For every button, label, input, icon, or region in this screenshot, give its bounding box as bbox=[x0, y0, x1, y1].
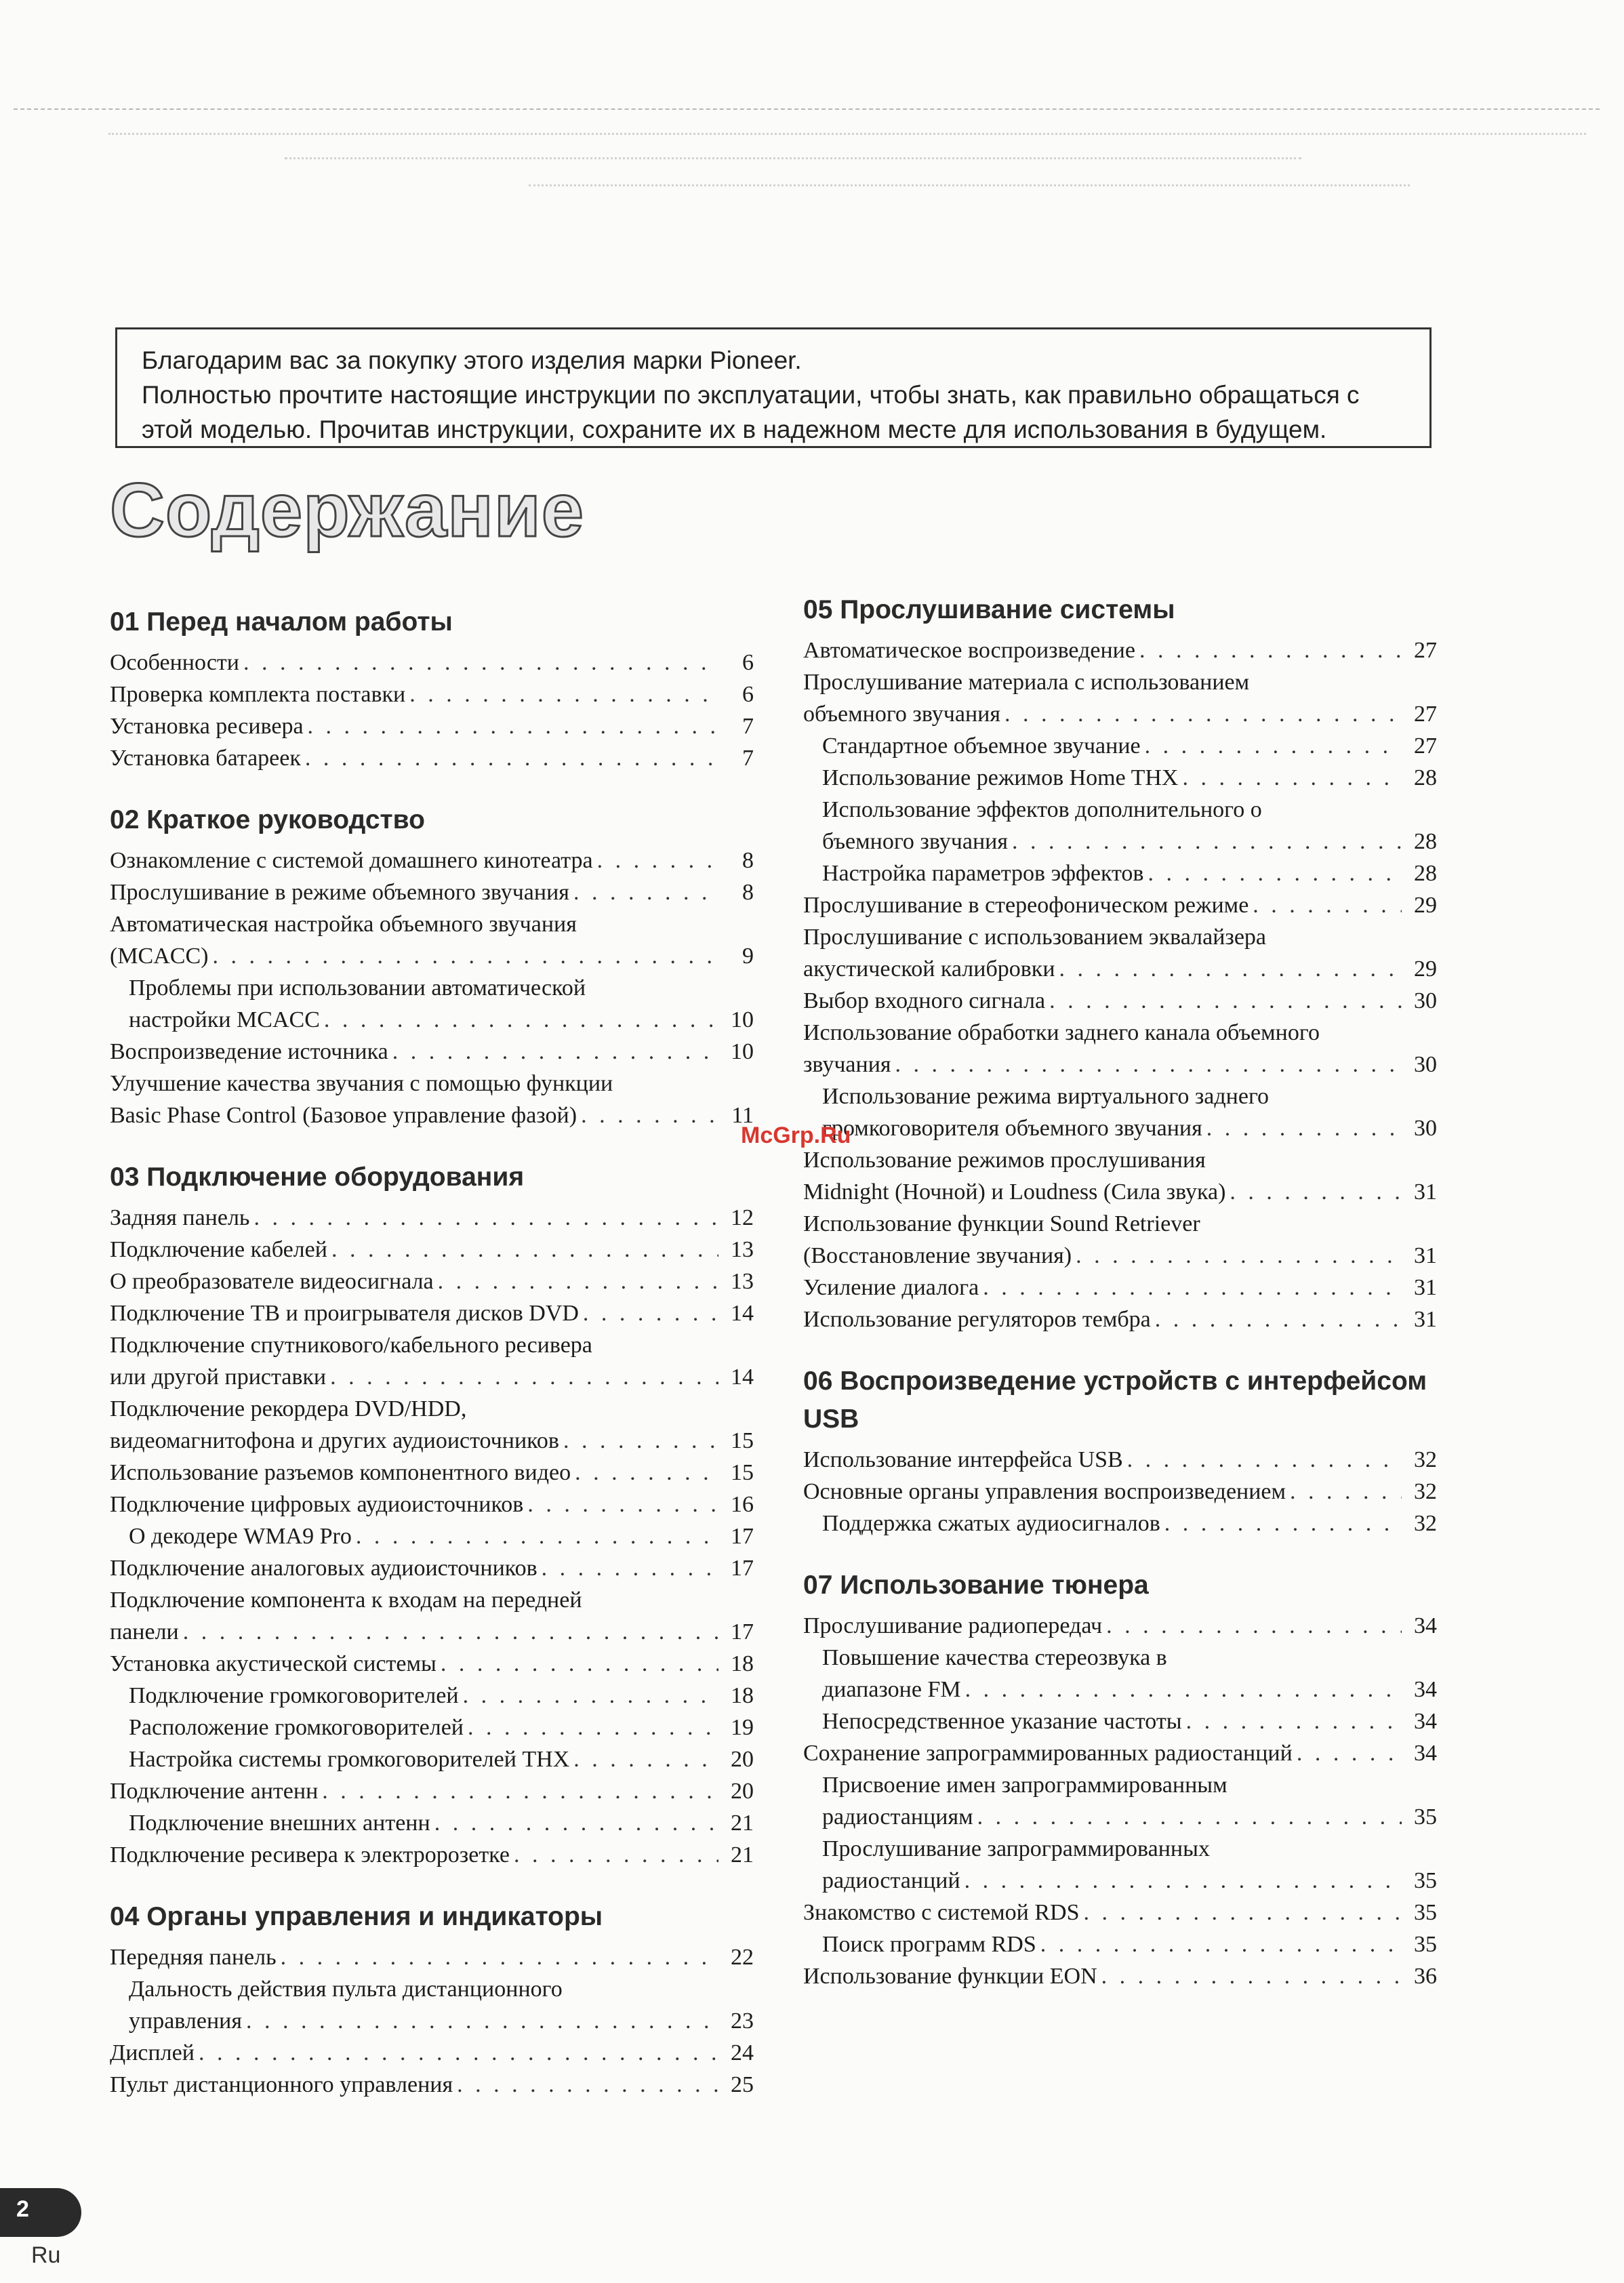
toc-entry-title: Присвоение имен запрограммированным bbox=[822, 1773, 1227, 1798]
dot-leader bbox=[510, 1839, 718, 1871]
section-heading: 04 Органы управления и индикаторы bbox=[110, 1902, 603, 1931]
toc-entry-title: или другой приставки bbox=[110, 1365, 327, 1390]
toc-entry[interactable] bbox=[110, 647, 754, 679]
toc-entry-title: Использование режимов прослушивания bbox=[803, 1148, 1206, 1173]
toc-entry-page: 27 bbox=[1414, 638, 1437, 663]
toc-entry[interactable] bbox=[110, 1036, 754, 1068]
dot-leader bbox=[1293, 1737, 1402, 1769]
toc-entry-page: 11 bbox=[731, 1103, 754, 1128]
toc-entry-title: Выбор входного сигнала bbox=[803, 988, 1046, 1013]
toc-entry[interactable] bbox=[110, 710, 754, 742]
toc-entry-title: Улучшение качества звучания с помощью функции bbox=[110, 1071, 613, 1096]
toc-entry-page: 7 bbox=[742, 746, 754, 771]
toc-left-column bbox=[110, 603, 754, 2101]
dot-leader bbox=[1249, 889, 1402, 921]
section-heading: 07 Использование тюнера bbox=[803, 1571, 1149, 1600]
toc-entry-page: 12 bbox=[731, 1205, 754, 1230]
dot-leader bbox=[961, 1674, 1402, 1705]
toc-entry[interactable] bbox=[803, 762, 1437, 794]
toc-entry[interactable] bbox=[803, 1833, 1437, 1897]
toc-entry-title: Настройка системы громкоговорителей THX bbox=[129, 1747, 570, 1772]
toc-entry-title: Установка акустической системы bbox=[110, 1651, 437, 1676]
toc-entry-page: 23 bbox=[731, 2008, 754, 2034]
toc-entry-title: Подключение аналоговых аудиоисточников bbox=[110, 1556, 537, 1581]
dot-leader bbox=[301, 742, 718, 774]
toc-entry[interactable] bbox=[803, 1272, 1437, 1304]
toc-entry[interactable] bbox=[110, 845, 754, 876]
section-heading: 02 Краткое руководство bbox=[110, 805, 425, 834]
toc-section-02 bbox=[110, 801, 754, 1131]
toc-entry[interactable] bbox=[110, 1489, 754, 1520]
toc-entry-page: 13 bbox=[731, 1269, 754, 1294]
toc-entry[interactable] bbox=[110, 1552, 754, 1584]
toc-entry[interactable] bbox=[110, 679, 754, 710]
toc-entry-page: 20 bbox=[731, 1747, 754, 1772]
toc-entry-page: 10 bbox=[731, 1007, 754, 1032]
dot-leader bbox=[1202, 1112, 1402, 1144]
dot-leader bbox=[1160, 1508, 1402, 1539]
toc-entry-page: 28 bbox=[1414, 861, 1437, 886]
toc-entry[interactable] bbox=[110, 2037, 754, 2069]
toc-entry-title: Подключение кабелей bbox=[110, 1237, 327, 1262]
toc-section-06 bbox=[803, 1362, 1437, 1539]
toc-entry-page: 9 bbox=[742, 944, 754, 969]
toc-entry-title: Воспроизведение источника bbox=[110, 1039, 388, 1064]
toc-entry[interactable] bbox=[803, 1144, 1437, 1208]
dot-leader bbox=[1072, 1240, 1402, 1272]
toc-entry-page: 6 bbox=[742, 682, 754, 707]
toc-entry[interactable] bbox=[803, 1017, 1437, 1080]
toc-entry-page: 34 bbox=[1414, 1677, 1437, 1702]
purchase-notice bbox=[115, 327, 1432, 448]
toc-entry-title: Подключение ТВ и проигрывателя дисков DVD bbox=[110, 1301, 579, 1326]
toc-entry[interactable] bbox=[110, 1973, 754, 2037]
toc-entry[interactable] bbox=[110, 1839, 754, 1871]
toc-entry-title: Прослушивание материала с использованием bbox=[803, 670, 1250, 695]
scan-artifact-line bbox=[14, 108, 1600, 110]
toc-entry-title: Подключение цифровых аудиоисточников bbox=[110, 1492, 524, 1517]
toc-entry-title: Задняя панель bbox=[110, 1205, 250, 1230]
page-number: 2 bbox=[16, 2196, 29, 2222]
dot-leader bbox=[569, 876, 718, 908]
dot-leader bbox=[352, 1520, 718, 1552]
toc-entry-page: 13 bbox=[731, 1237, 754, 1262]
toc-entry-title: Использование интерфейса USB bbox=[803, 1447, 1123, 1472]
toc-entry-title: Сохранение запрограммированных радиостанций bbox=[803, 1741, 1293, 1766]
toc-entry-page: 32 bbox=[1414, 1479, 1437, 1504]
toc-section-05 bbox=[803, 591, 1437, 1335]
toc-entry-title: Передняя панель bbox=[110, 1945, 277, 1970]
toc-entry-page: 31 bbox=[1414, 1179, 1437, 1205]
toc-entry-page: 34 bbox=[1414, 1709, 1437, 1734]
toc-entry[interactable] bbox=[110, 1775, 754, 1807]
toc-entry-title: Использование функции EON bbox=[803, 1964, 1097, 1989]
dot-leader bbox=[320, 1004, 718, 1036]
toc-entry-title: Midnight (Ночной) и Loudness (Сила звука) bbox=[803, 1179, 1226, 1205]
dot-leader bbox=[960, 1865, 1402, 1897]
toc-entry-title: Использование функции Sound Retriever bbox=[803, 1211, 1200, 1236]
toc-entry-page: 17 bbox=[731, 1556, 754, 1581]
toc-entry-page: 21 bbox=[731, 1842, 754, 1867]
toc-entry-title: объемного звучания bbox=[803, 702, 1000, 727]
toc-entry-page: 32 bbox=[1414, 1511, 1437, 1536]
toc-entry-page: 18 bbox=[731, 1683, 754, 1708]
toc-entry-page: 35 bbox=[1414, 1804, 1437, 1830]
notice-line: Полностью прочтите настоящие инструкции по эксплуатации, чтобы знать, как правильно обращаться с bbox=[142, 381, 1360, 409]
toc-entry-title: Подключение ресивера к электророзетке bbox=[110, 1842, 510, 1867]
toc-entry[interactable] bbox=[110, 1680, 754, 1712]
toc-entry-title: Дальность действия пульта дистанционного bbox=[129, 1977, 563, 2002]
page-number-tab bbox=[0, 2188, 81, 2237]
dot-leader bbox=[434, 1266, 718, 1297]
dot-leader bbox=[208, 940, 718, 972]
toc-entry[interactable] bbox=[803, 1610, 1437, 1642]
toc-entry[interactable] bbox=[110, 1743, 754, 1775]
toc-entry[interactable] bbox=[803, 1737, 1437, 1769]
dot-leader bbox=[1097, 1960, 1402, 1992]
toc-entry-page: 31 bbox=[1414, 1307, 1437, 1332]
toc-entry[interactable] bbox=[110, 1393, 754, 1457]
dot-leader bbox=[318, 1775, 718, 1807]
dot-leader bbox=[577, 1099, 718, 1131]
toc-entry-title: Установка ресивера bbox=[110, 714, 304, 739]
toc-entry-page: 20 bbox=[731, 1779, 754, 1804]
toc-entry-page: 34 bbox=[1414, 1613, 1437, 1638]
toc-entry[interactable] bbox=[110, 1648, 754, 1680]
dot-leader bbox=[523, 1489, 718, 1520]
toc-entry-title: Подключение спутникового/кабельного ресивера bbox=[110, 1333, 592, 1358]
toc-entry-title: Прослушивание в режиме объемного звучания bbox=[110, 880, 569, 905]
dot-leader bbox=[405, 679, 718, 710]
toc-entry-title: Использование режима виртуального заднего bbox=[822, 1084, 1270, 1109]
toc-entry-page: 36 bbox=[1414, 1964, 1437, 1989]
dot-leader bbox=[277, 1941, 718, 1973]
toc-entry[interactable] bbox=[110, 1068, 754, 1131]
dot-leader bbox=[242, 2005, 718, 2037]
toc-entry-title: Прослушивание в стереофоническом режиме bbox=[803, 893, 1249, 918]
dot-leader bbox=[1055, 953, 1402, 985]
toc-entry-title: панели bbox=[110, 1619, 179, 1644]
toc-entry[interactable] bbox=[803, 1642, 1437, 1705]
toc-entry-title: громкоговорителя объемного звучания bbox=[822, 1116, 1202, 1141]
toc-entry-page: 35 bbox=[1414, 1932, 1437, 1957]
section-heading: 05 Прослушивание системы bbox=[803, 595, 1175, 624]
toc-entry-title: Прослушивание запрограммированных bbox=[822, 1836, 1210, 1861]
toc-entry-title: О преобразователе видеосигнала bbox=[110, 1269, 434, 1294]
toc-entry-title: Подключение внешних антенн bbox=[129, 1811, 430, 1836]
toc-entry-title: Основные органы управления воспроизведением bbox=[803, 1479, 1286, 1504]
toc-entry[interactable] bbox=[803, 921, 1437, 985]
dot-leader bbox=[559, 1425, 718, 1457]
notice-line: этой моделью. Прочитав инструкции, сохраните их в надежном месте для использования в будущем. bbox=[142, 416, 1327, 443]
watermark: McGrp.Ru bbox=[741, 1123, 851, 1148]
dot-leader bbox=[979, 1272, 1402, 1304]
toc-entry-page: 31 bbox=[1414, 1275, 1437, 1300]
toc-entry-title: радиостанций bbox=[822, 1868, 960, 1893]
dot-leader bbox=[579, 1297, 718, 1329]
toc-entry-title: Проблемы при использовании автоматической bbox=[129, 975, 586, 1001]
toc-entry[interactable] bbox=[110, 1297, 754, 1329]
toc-entry-page: 21 bbox=[731, 1811, 754, 1836]
dot-leader bbox=[891, 1049, 1402, 1080]
dot-leader bbox=[1182, 1705, 1402, 1737]
dot-leader bbox=[1045, 985, 1402, 1017]
toc-entry-page: 7 bbox=[742, 714, 754, 739]
toc-entry-page: 28 bbox=[1414, 829, 1437, 854]
toc-entry[interactable] bbox=[110, 1202, 754, 1234]
toc-entry-title: диапазоне FM bbox=[822, 1677, 961, 1702]
toc-entry-title: Расположение громкоговорителей bbox=[129, 1715, 464, 1740]
toc-entry-title: Автоматическая настройка объемного звучания bbox=[110, 912, 577, 937]
toc-entry[interactable] bbox=[803, 985, 1437, 1017]
toc-entry-title: Подключение рекордера DVD/HDD, bbox=[110, 1396, 467, 1421]
toc-entry[interactable] bbox=[110, 1941, 754, 1973]
toc-entry-page: 18 bbox=[731, 1651, 754, 1676]
toc-entry-page: 6 bbox=[742, 650, 754, 675]
dot-leader bbox=[1080, 1897, 1402, 1928]
toc-entry-title: Усиление диалога bbox=[803, 1275, 979, 1300]
dot-leader bbox=[459, 1680, 718, 1712]
dot-leader bbox=[1135, 634, 1402, 666]
toc-entry[interactable] bbox=[803, 1897, 1437, 1928]
dot-leader bbox=[437, 1648, 718, 1680]
toc-entry-page: 24 bbox=[731, 2040, 754, 2065]
dot-leader bbox=[464, 1712, 718, 1743]
toc-entry-title: Стандартное объемное звучание bbox=[822, 733, 1141, 759]
toc-entry[interactable] bbox=[803, 1080, 1437, 1144]
dot-leader bbox=[973, 1801, 1402, 1833]
toc-entry-title: Поддержка сжатых аудиосигналов bbox=[822, 1511, 1160, 1536]
page-title: Содержание bbox=[110, 468, 584, 552]
toc-section-04 bbox=[110, 1898, 754, 2101]
toc-entry-page: 29 bbox=[1414, 893, 1437, 918]
scan-artifact-dots bbox=[285, 157, 1301, 163]
dot-leader bbox=[1102, 1610, 1402, 1642]
toc-entry-page: 29 bbox=[1414, 956, 1437, 982]
toc-entry[interactable] bbox=[803, 1769, 1437, 1833]
dot-leader bbox=[453, 2069, 718, 2101]
toc-entry-page: 34 bbox=[1414, 1741, 1437, 1766]
toc-entry[interactable] bbox=[803, 1960, 1437, 1992]
language-code: Ru bbox=[31, 2242, 61, 2268]
toc-entry[interactable] bbox=[803, 634, 1437, 666]
toc-entry-page: 22 bbox=[731, 1945, 754, 1970]
dot-leader bbox=[430, 1807, 718, 1839]
toc-section-03 bbox=[110, 1158, 754, 1871]
toc-entry-page: 8 bbox=[742, 880, 754, 905]
toc-entry-title: (MCACC) bbox=[110, 944, 209, 969]
toc-entry[interactable] bbox=[803, 1208, 1437, 1272]
toc-entry[interactable] bbox=[803, 1928, 1437, 1960]
toc-entry-page: 28 bbox=[1414, 765, 1437, 790]
toc-entry[interactable] bbox=[803, 857, 1437, 889]
toc-entry-title: Прослушивание радиопередач bbox=[803, 1613, 1103, 1638]
toc-entry-page: 27 bbox=[1414, 702, 1437, 727]
toc-entry-title: Установка батареек bbox=[110, 746, 301, 771]
toc-entry-page: 17 bbox=[731, 1619, 754, 1644]
toc-entry-title: (Восстановление звучания) bbox=[803, 1243, 1072, 1268]
toc-entry-title: Использование обработки заднего канала объемного bbox=[803, 1020, 1320, 1045]
toc-entry-page: 14 bbox=[731, 1365, 754, 1390]
toc-entry[interactable] bbox=[803, 1705, 1437, 1737]
toc-entry-page: 27 bbox=[1414, 733, 1437, 759]
toc-entry-page: 19 bbox=[731, 1715, 754, 1740]
toc-entry-page: 17 bbox=[731, 1524, 754, 1549]
dot-leader bbox=[571, 1457, 718, 1489]
toc-entry-page: 14 bbox=[731, 1301, 754, 1326]
toc-entry-title: Проверка комплекта поставки bbox=[110, 682, 406, 707]
toc-entry-page: 30 bbox=[1414, 1116, 1437, 1141]
section-heading: 01 Перед началом работы bbox=[110, 607, 453, 637]
toc-entry-title: Подключение компонента к входам на передней bbox=[110, 1588, 582, 1613]
toc-entry-title: управления bbox=[129, 2008, 242, 2034]
dot-leader bbox=[569, 1743, 718, 1775]
toc-entry-title: Особенности bbox=[110, 650, 239, 675]
toc-entry-page: 8 bbox=[742, 848, 754, 873]
toc-entry[interactable] bbox=[803, 1444, 1437, 1476]
toc-entry[interactable] bbox=[803, 1304, 1437, 1335]
toc-entry-page: 30 bbox=[1414, 988, 1437, 1013]
toc-entry[interactable] bbox=[110, 1266, 754, 1297]
dot-leader bbox=[304, 710, 718, 742]
toc-entry-page: 15 bbox=[731, 1428, 754, 1453]
notice-line: Благодарим вас за покупку этого изделия марки Pioneer. bbox=[142, 346, 802, 374]
toc-entry-page: 30 bbox=[1414, 1052, 1437, 1077]
toc-entry[interactable] bbox=[803, 1508, 1437, 1539]
toc-entry-title: Знакомство с системой RDS bbox=[803, 1900, 1080, 1925]
dot-leader bbox=[1286, 1476, 1402, 1508]
dot-leader bbox=[195, 2037, 718, 2069]
dot-leader bbox=[537, 1552, 718, 1584]
toc-entry-title: бъемного звучания bbox=[822, 829, 1008, 854]
toc-entry-page: 25 bbox=[731, 2072, 754, 2097]
toc-entry-page: 31 bbox=[1414, 1243, 1437, 1268]
toc-entry-title: акустической калибровки bbox=[803, 956, 1055, 982]
toc-entry-title: Использование эффектов дополнительного о bbox=[822, 797, 1262, 822]
toc-section-07 bbox=[803, 1567, 1437, 1992]
toc-entry-page: 10 bbox=[731, 1039, 754, 1064]
toc-entry[interactable] bbox=[110, 972, 754, 1036]
toc-entry[interactable] bbox=[803, 794, 1437, 857]
scan-artifact-dots bbox=[529, 184, 1410, 190]
dot-leader bbox=[388, 1036, 718, 1068]
toc-entry-title: Пульт дистанционного управления bbox=[110, 2072, 453, 2097]
toc-entry[interactable] bbox=[110, 1807, 754, 1839]
toc-entry-title: О декодере WMA9 Pro bbox=[129, 1524, 352, 1549]
toc-entry-title: настройки MCACC bbox=[129, 1007, 320, 1032]
toc-entry-title: Непосредственное указание частоты bbox=[822, 1709, 1182, 1734]
dot-leader bbox=[1178, 762, 1402, 794]
dot-leader bbox=[239, 647, 718, 679]
toc-entry-title: Использование режимов Home THX bbox=[822, 765, 1179, 790]
dot-leader bbox=[1036, 1928, 1402, 1960]
toc-entry[interactable] bbox=[110, 2069, 754, 2101]
toc-section-01 bbox=[110, 603, 754, 774]
toc-entry[interactable] bbox=[110, 1584, 754, 1648]
scan-artifact-dots bbox=[108, 133, 1586, 139]
toc-entry-page: 32 bbox=[1414, 1447, 1437, 1472]
toc-entry-title: Подключение антенн bbox=[110, 1779, 319, 1804]
toc-entry-title: Basic Phase Control (Базовое управление фазой) bbox=[110, 1103, 577, 1128]
toc-entry-title: Дисплей bbox=[110, 2040, 195, 2065]
dot-leader bbox=[1000, 698, 1402, 730]
toc-entry-title: Прослушивание с использованием эквалайзера bbox=[803, 925, 1267, 950]
toc-entry-title: видеомагнитофона и других аудиоисточников bbox=[110, 1428, 559, 1453]
toc-entry-title: звучания bbox=[803, 1052, 891, 1077]
toc-entry-title: Автоматическое воспроизведение bbox=[803, 638, 1135, 663]
toc-entry[interactable] bbox=[803, 889, 1437, 921]
dot-leader bbox=[593, 845, 718, 876]
toc-entry[interactable] bbox=[110, 1234, 754, 1266]
toc-entry-title: радиостанциям bbox=[822, 1804, 973, 1830]
dot-leader bbox=[249, 1202, 718, 1234]
toc-entry[interactable] bbox=[110, 1457, 754, 1489]
toc-entry-title: Подключение громкоговорителей bbox=[129, 1683, 459, 1708]
dot-leader bbox=[327, 1234, 718, 1266]
toc-entry-title: Повышение качества стереозвука в bbox=[822, 1645, 1167, 1670]
toc-entry-page: 35 bbox=[1414, 1900, 1437, 1925]
toc-entry[interactable] bbox=[110, 742, 754, 774]
toc-entry[interactable] bbox=[110, 908, 754, 972]
section-heading: 06 Воспроизведение устройств с интерфейсом USB bbox=[803, 1367, 1427, 1434]
dot-leader bbox=[1151, 1304, 1402, 1335]
dot-leader bbox=[1008, 826, 1402, 857]
toc-entry[interactable] bbox=[110, 1329, 754, 1393]
dot-leader bbox=[1141, 730, 1402, 762]
dot-leader bbox=[179, 1616, 718, 1648]
toc-entry[interactable] bbox=[110, 1520, 754, 1552]
dot-leader bbox=[1123, 1444, 1402, 1476]
dot-leader bbox=[1225, 1176, 1402, 1208]
dot-leader bbox=[1144, 857, 1402, 889]
toc-entry-title: Настройка параметров эффектов bbox=[822, 861, 1144, 886]
toc-entry[interactable] bbox=[110, 876, 754, 908]
toc-right-column bbox=[803, 591, 1437, 1992]
toc-entry[interactable] bbox=[803, 666, 1437, 730]
toc-entry[interactable] bbox=[110, 1712, 754, 1743]
toc-entry-page: 16 bbox=[731, 1492, 754, 1517]
toc-entry-title: Использование регуляторов тембра bbox=[803, 1307, 1151, 1332]
toc-entry-page: 35 bbox=[1414, 1868, 1437, 1893]
section-heading: 03 Подключение оборудования bbox=[110, 1163, 525, 1192]
toc-entry[interactable] bbox=[803, 1476, 1437, 1508]
toc-entry-title: Поиск программ RDS bbox=[822, 1932, 1036, 1957]
toc-entry[interactable] bbox=[803, 730, 1437, 762]
toc-entry-page: 15 bbox=[731, 1460, 754, 1485]
toc-entry-title: Использование разъемов компонентного видео bbox=[110, 1460, 571, 1485]
toc-entry-title: Ознакомление с системой домашнего кинотеатра bbox=[110, 848, 593, 873]
dot-leader bbox=[326, 1361, 718, 1393]
